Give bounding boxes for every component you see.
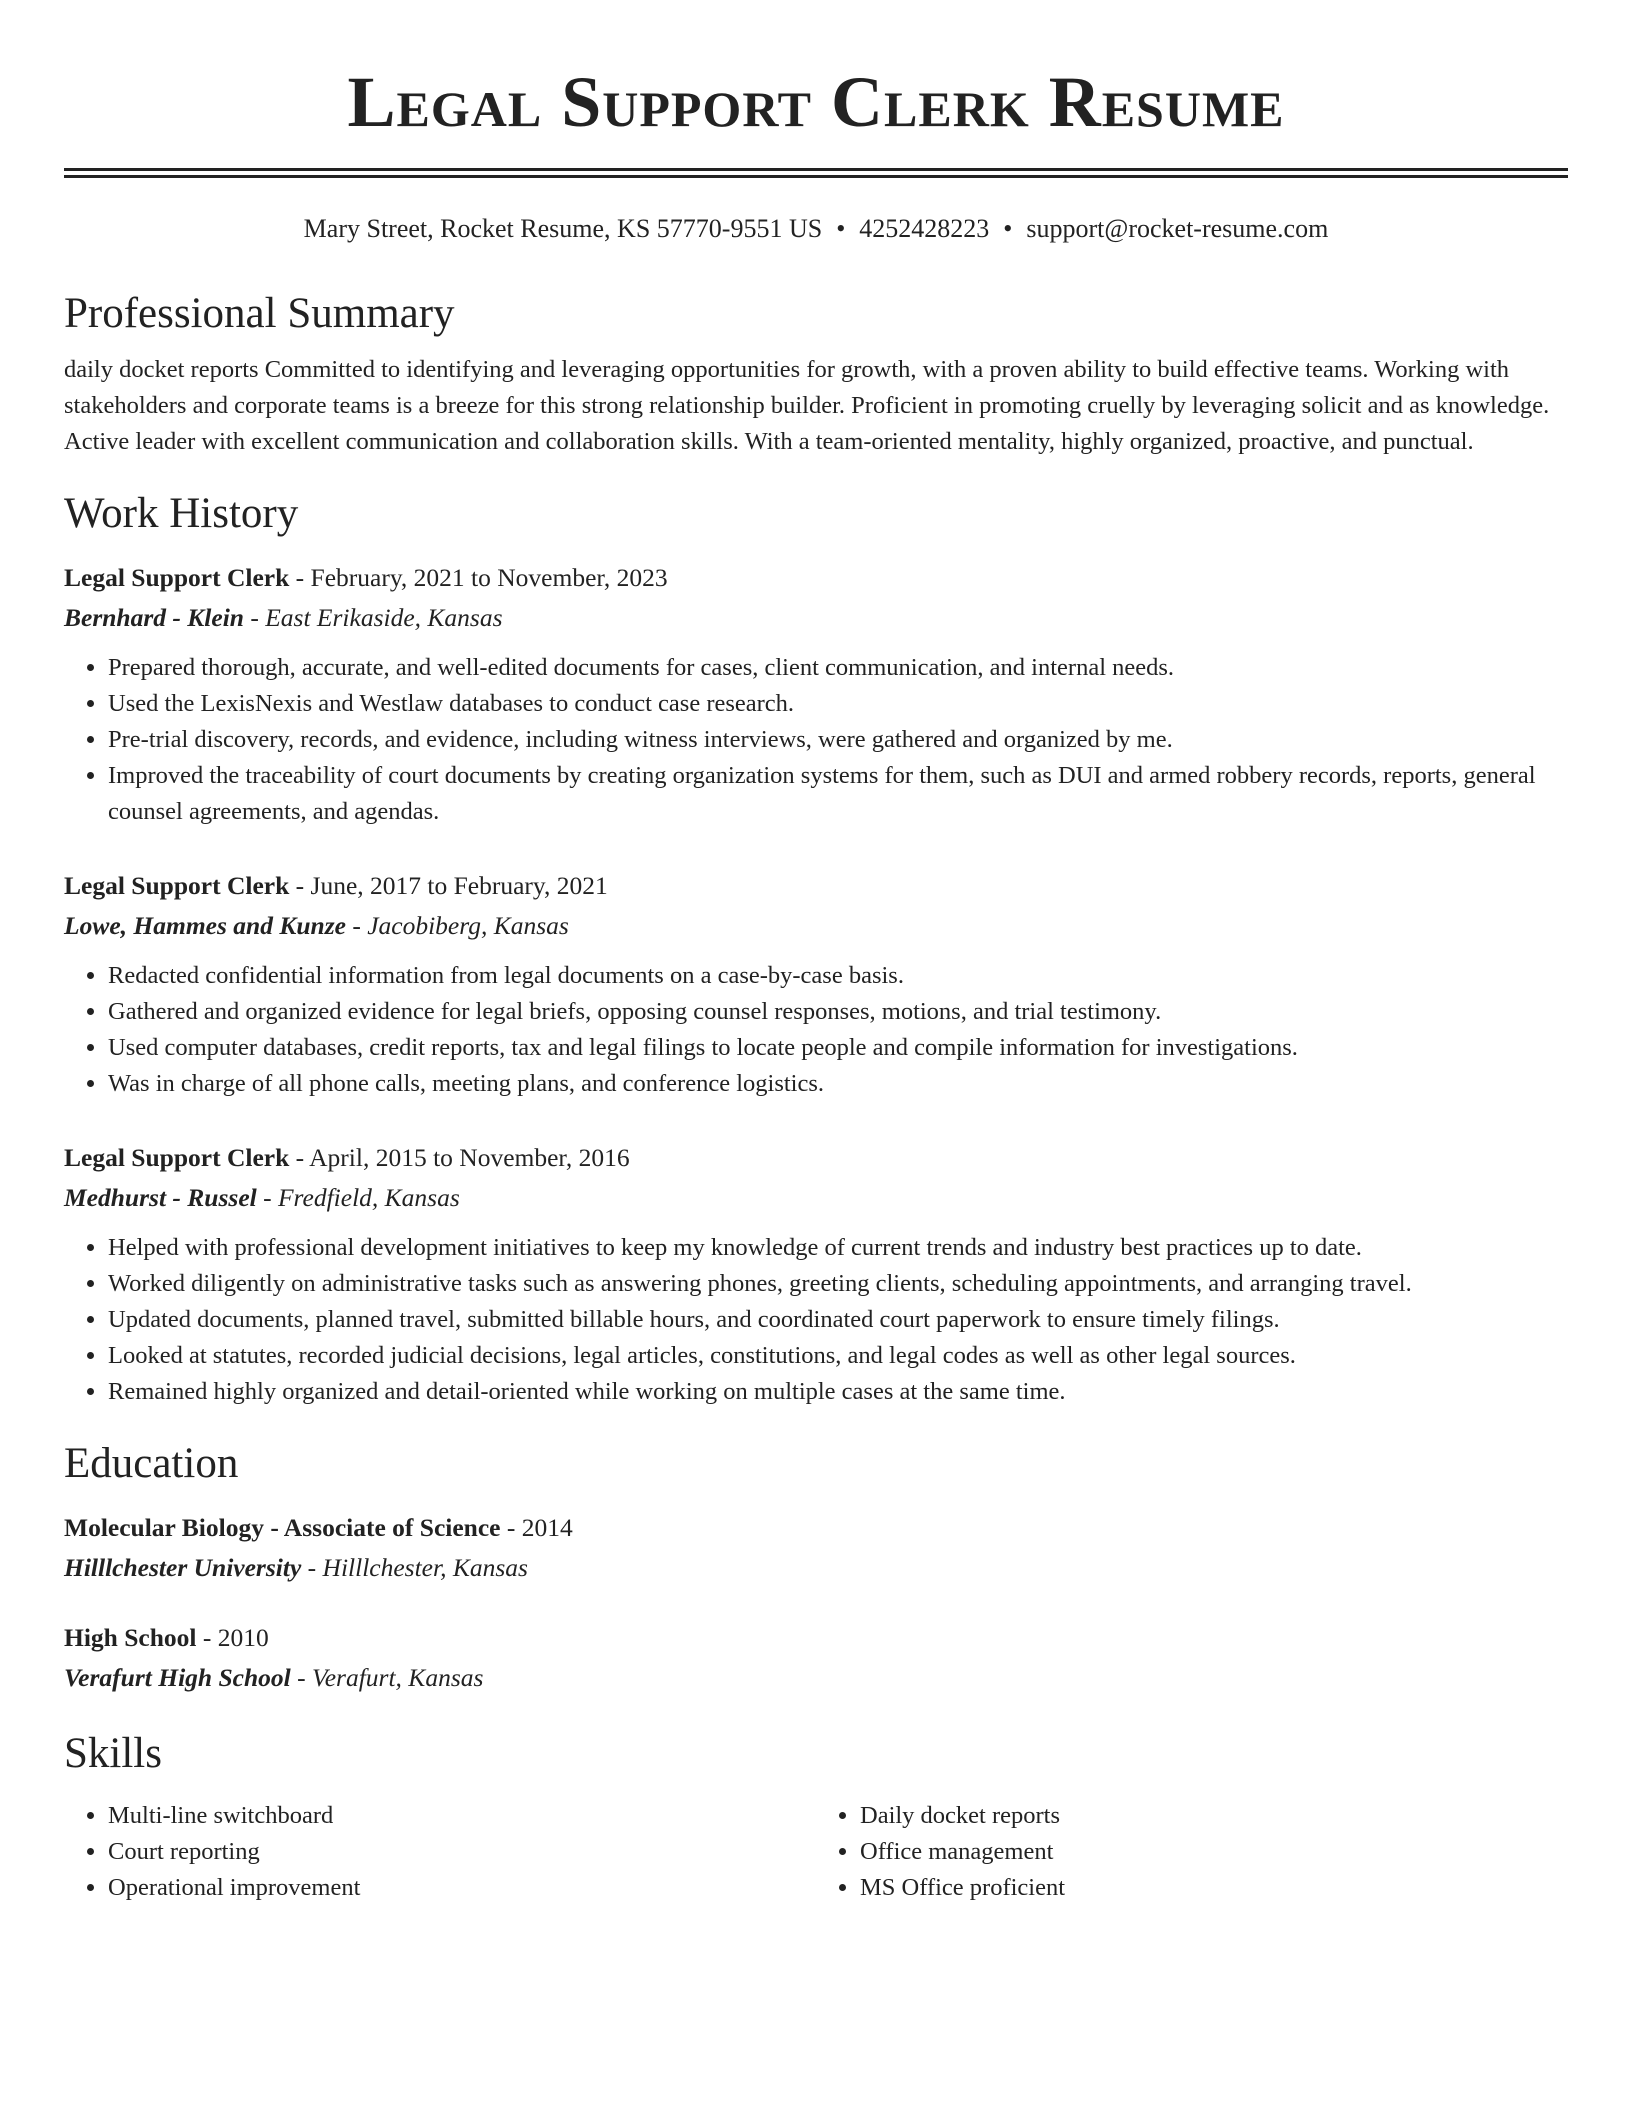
job-bullet: • Updated documents, planned travel, submitted billable hours, and coordinated court paperwork to ensure timely filings.: [108, 1302, 1568, 1338]
job-bullets: [64, 650, 1568, 830]
job-title-line: [64, 558, 1568, 598]
skill-item: • Daily docket reports: [860, 1798, 1568, 1834]
skill-item: • Multi-line switchboard: [108, 1798, 816, 1834]
work-history-heading: Work History: [64, 490, 299, 537]
education-school: Hilllchester University: [64, 1553, 302, 1582]
skill-item: • Court reporting: [108, 1834, 816, 1870]
skills-column-left: [64, 1798, 816, 1906]
job-bullet: • Looked at statutes, recorded judicial decisions, legal articles, constitutions, and legal codes as well as other legal sources.: [108, 1338, 1568, 1374]
skills-heading: Skills: [64, 1730, 162, 1777]
job-entry: [64, 558, 1568, 830]
education-degree-line: [64, 1618, 1568, 1658]
skill-item: • Operational improvement: [108, 1870, 816, 1906]
job-bullet: • Prepared thorough, accurate, and well-edited documents for cases, client communication, and internal needs.: [108, 650, 1568, 686]
contact-email: support@rocket-resume.com: [1026, 214, 1329, 243]
contact-separator: •: [836, 214, 846, 243]
job-bullets: [64, 1230, 1568, 1410]
resume-title: Legal Support Clerk Resume: [347, 62, 1285, 142]
job-bullet: • Improved the traceability of court documents by creating organization systems for them, such as DUI and armed robbery records, reports, general counsel agreements, and agendas.: [108, 758, 1568, 830]
education-entry: [64, 1508, 1568, 1588]
education-location: - Hilllchester, Kansas: [301, 1553, 528, 1582]
job-bullet: • Worked diligently on administrative tasks such as answering phones, greeting clients, scheduling appointments, and arranging travel.: [108, 1266, 1568, 1302]
job-title-line: [64, 866, 1568, 906]
skills-column-right: [816, 1798, 1568, 1906]
education-degree-line: [64, 1508, 1568, 1548]
job-dates: - April, 2015 to November, 2016: [289, 1143, 630, 1172]
title-double-rule: [64, 168, 1568, 178]
job-dates: - June, 2017 to February, 2021: [289, 871, 608, 900]
contact-separator: •: [1003, 214, 1013, 243]
education-school-line: [64, 1548, 1568, 1588]
education-year: - 2014: [500, 1513, 573, 1542]
job-employer: Medhurst - Russel: [64, 1183, 257, 1212]
job-bullet: • Remained highly organized and detail-oriented while working on multiple cases at the same time.: [108, 1374, 1568, 1410]
skill-item: • MS Office proficient: [860, 1870, 1568, 1906]
job-bullet: • Redacted confidential information from legal documents on a case-by-case basis.: [108, 958, 1568, 994]
contact-line: [64, 212, 1568, 246]
education-school: Verafurt High School: [64, 1663, 291, 1692]
job-role: Legal Support Clerk: [64, 1143, 290, 1172]
contact-phone: 4252428223: [859, 214, 990, 243]
job-location: - East Erikaside, Kansas: [243, 603, 503, 632]
skills-grid: [64, 1798, 1568, 1906]
job-bullet: • Used computer databases, credit reports, tax and legal filings to locate people and compile information for investigations.: [108, 1030, 1568, 1066]
job-title-line: [64, 1138, 1568, 1178]
job-bullet: • Pre-trial discovery, records, and evidence, including witness interviews, were gathered and organized by me.: [108, 722, 1568, 758]
job-employer-line: [64, 906, 1568, 946]
job-entry: [64, 1138, 1568, 1410]
job-bullets: [64, 958, 1568, 1102]
job-role: Legal Support Clerk: [64, 563, 290, 592]
job-bullet: • Was in charge of all phone calls, meeting plans, and conference logistics.: [108, 1066, 1568, 1102]
job-bullet: • Gathered and organized evidence for legal briefs, opposing counsel responses, motions, and trial testimony.: [108, 994, 1568, 1030]
job-dates: - February, 2021 to November, 2023: [289, 563, 668, 592]
job-employer: Bernhard - Klein: [64, 603, 244, 632]
contact-address: Mary Street, Rocket Resume, KS 57770-9551 US: [303, 214, 823, 243]
job-role: Legal Support Clerk: [64, 871, 290, 900]
job-employer-line: [64, 598, 1568, 638]
education-school-line: [64, 1658, 1568, 1698]
job-entry: [64, 866, 1568, 1102]
job-bullet: • Used the LexisNexis and Westlaw databases to conduct case research.: [108, 686, 1568, 722]
job-employer: Lowe, Hammes and Kunze: [64, 911, 346, 940]
education-degree: Molecular Biology - Associate of Science: [64, 1513, 501, 1542]
summary-heading: Professional Summary: [64, 290, 455, 337]
job-location: - Fredfield, Kansas: [256, 1183, 460, 1212]
skill-item: • Office management: [860, 1834, 1568, 1870]
education-degree: High School: [64, 1623, 197, 1652]
summary-text: daily docket reports Committed to identifying and leveraging opportunities for growth, with a proven ability to build effective teams. Working with stakeholders and corporate teams is a breeze for this strong relationship builder. Proficient in promoting cruelly by leveraging solicit and as knowledge. Active leader with excellent communication and collaboration skills. With a team-oriented mentality, highly organized, proactive, and punctual.: [64, 356, 1550, 455]
education-heading: Education: [64, 1440, 239, 1487]
job-location: - Jacobiberg, Kansas: [345, 911, 569, 940]
education-year: - 2010: [196, 1623, 269, 1652]
job-bullet: • Helped with professional development initiatives to keep my knowledge of current trends and industry best practices up to date.: [108, 1230, 1568, 1266]
job-employer-line: [64, 1178, 1568, 1218]
education-entry: [64, 1618, 1568, 1698]
education-location: - Verafurt, Kansas: [290, 1663, 484, 1692]
